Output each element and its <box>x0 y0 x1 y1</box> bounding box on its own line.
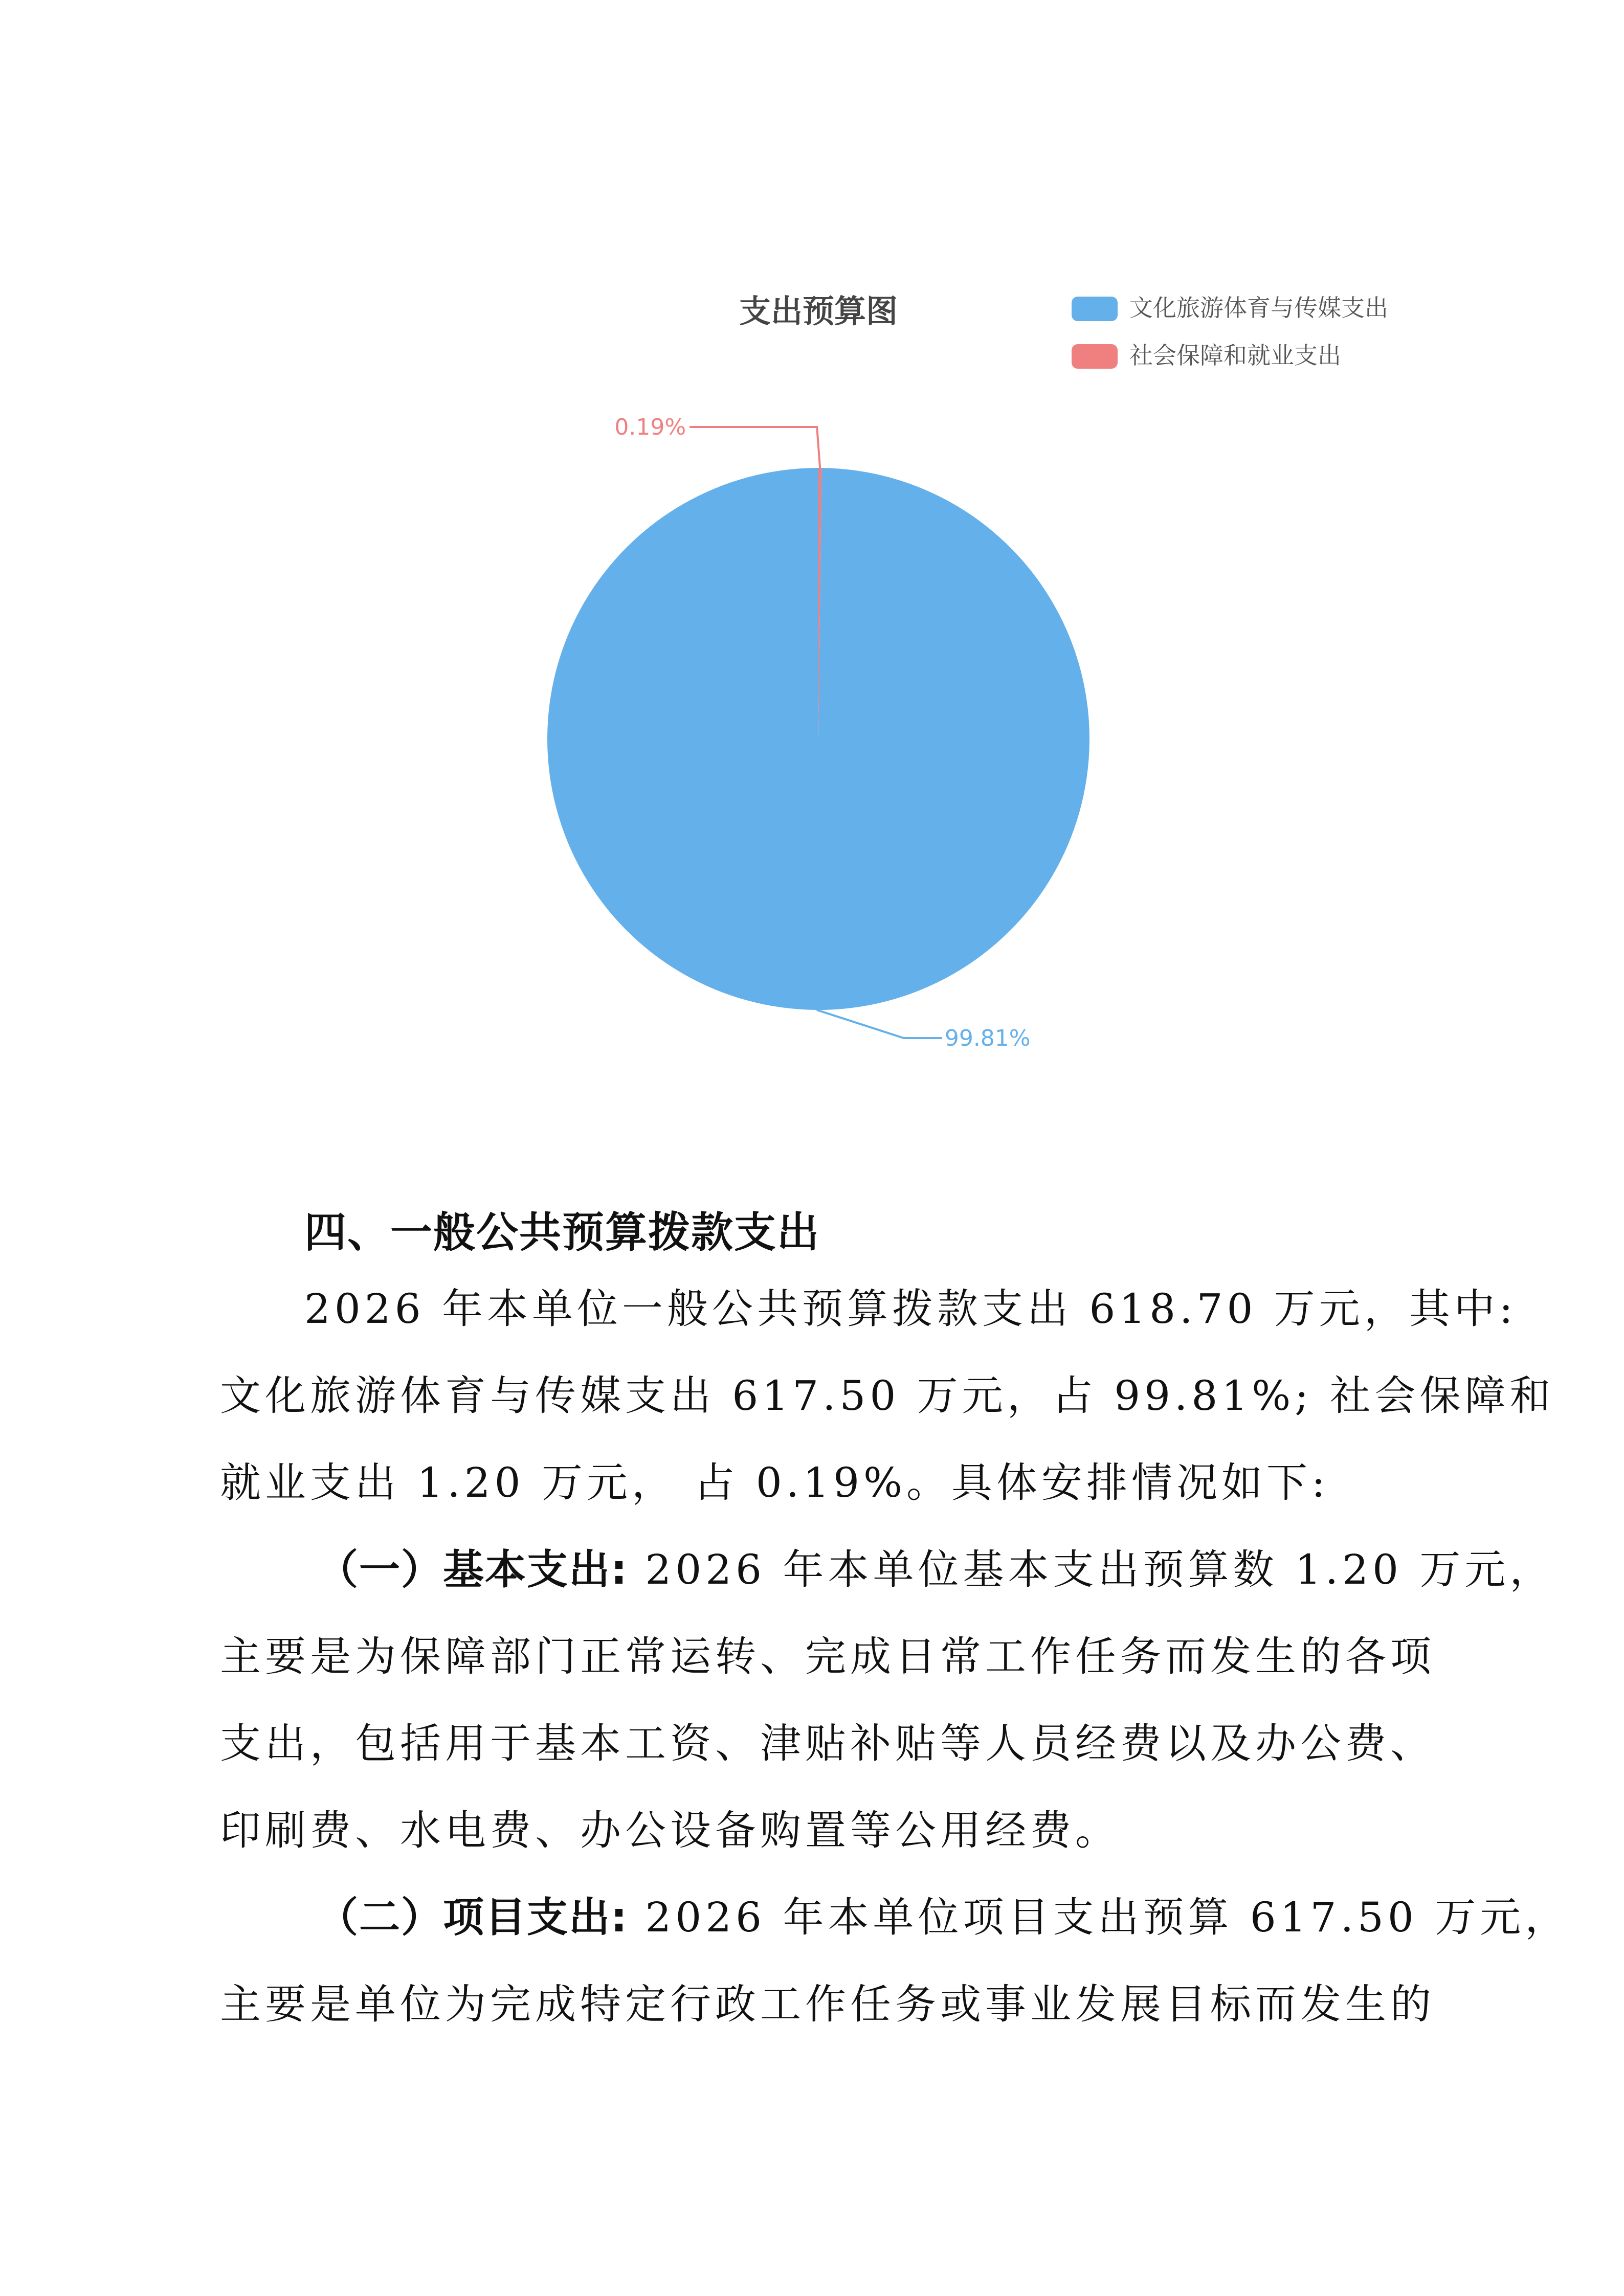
project-expenditure-first-line: 2026 年本单位项目支出预算 617.50 万元， <box>628 1894 1570 1941</box>
basic-expenditure-lead: （一）基本支出: <box>317 1546 628 1593</box>
paragraph1-line2: 文化旅游体育与传媒支出 617.50 万元，占 99.81%; 社会保障和 <box>220 1372 1555 1420</box>
legend-label-culture: 文化旅游体育与传媒支出 <box>1129 294 1388 322</box>
paragraph1-line1: 2026 年本单位一般公共预算拨款支出 618.70 万元，其中: <box>304 1285 1517 1333</box>
slice-label-culture: 99.81% <box>944 1025 1031 1051</box>
basic-expenditure-line4: 印刷费、水电费、办公设备购置等公用经费。 <box>220 1807 1120 1854</box>
legend-swatch-social <box>1072 344 1118 369</box>
project-expenditure-line1 <box>317 1894 1570 1941</box>
legend-swatch-culture <box>1072 297 1118 321</box>
pie-slice-culture <box>547 468 1089 1010</box>
paragraph1-line3: 就业支出 1.20 万元， 占 0.19%。具体安排情况如下: <box>220 1459 1329 1506</box>
basic-expenditure-line2: 主要是为保障部门正常运转、完成日常工作任务而发生的各项 <box>220 1633 1435 1680</box>
legend-label-social: 社会保障和就业支出 <box>1129 342 1341 369</box>
section-heading: 四、一般公共预算拨款支出 <box>304 1208 820 1257</box>
basic-expenditure-line1 <box>317 1546 1555 1593</box>
project-expenditure-lead: （二）项目支出: <box>317 1894 628 1941</box>
basic-expenditure-line3: 支出，包括用于基本工资、津贴补贴等人员经费以及办公费、 <box>220 1720 1435 1767</box>
basic-expenditure-first-line: 2026 年本单位基本支出预算数 1.20 万元， <box>628 1546 1555 1593</box>
expenditure-pie-chart <box>0 0 1624 1125</box>
leader-line-culture <box>817 1010 942 1038</box>
slice-label-social: 0.19% <box>614 414 686 441</box>
leader-line-social <box>689 427 820 468</box>
chart-title: 支出预算图 <box>739 292 898 330</box>
project-expenditure-line2: 主要是单位为完成特定行政工作任务或事业发展目标而发生的 <box>220 1980 1435 2028</box>
pie-chart-svg <box>0 0 1624 1125</box>
